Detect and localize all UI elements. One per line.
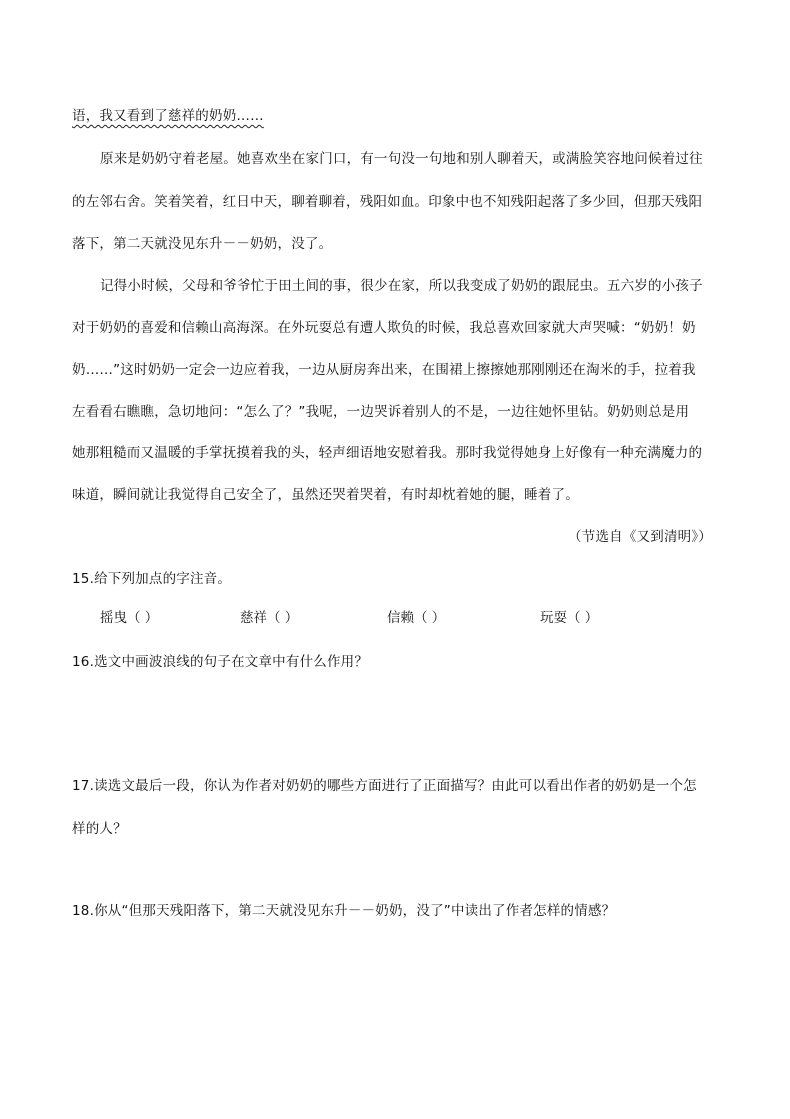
question-16: 16.选文中画波浪线的句子在文章中有什么作用？: [72, 654, 369, 670]
question-17-line-1: 17.读选文最后一段，你认为作者对奶奶的哪些方面进行了正面描写？由此可以看出作者的奶奶是一个怎: [72, 778, 697, 794]
passage-line: 左看看右瞧瞧，急切地问：“怎么了？”我呢，一边哭诉着别人的不是，一边往她怀里钻。奶奶则总是用: [72, 404, 690, 420]
passage-line: 对于奶奶的喜爱和信赖山高海深。在外玩耍总有遭人欺负的时候，我总喜欢回家就大声哭喊：“奶奶！奶: [72, 320, 696, 336]
passage-line: 的左邻右舍。笑着笑着，红日中天，聊着聊着，残阳如血。印象中也不知残阳起落了多少回，但那天残阳: [72, 194, 703, 210]
passage-line: 记得小时候，父母和爷爷忙于田土间的事，很少在家，所以我变成了奶奶的跟屁虫。五六岁的小孩子: [100, 278, 703, 294]
pinyin-item-wanshua[interactable]: 玩耍（ ）: [540, 610, 599, 626]
question-15: 15.给下列加点的字注音。: [72, 571, 232, 587]
question-18: 18.你从“但那天残阳落下，第二天就没见东升－－奶奶，没了”中读出了作者怎样的情感？: [72, 903, 616, 919]
passage-line: 奶……”这时奶奶一定会一边应着我，一边从厨房奔出来，在围裙上擦擦她那刚刚还在淘米的手，拉着我: [72, 362, 696, 378]
question-17-line-2: 样的人？: [72, 821, 127, 837]
pinyin-item-yaoye[interactable]: 摇曳（ ）: [100, 610, 159, 626]
pinyin-item-cixiang[interactable]: 慈祥（ ）: [240, 610, 299, 626]
pinyin-item-xinlai[interactable]: 信赖（ ）: [387, 610, 446, 626]
passage-line: 原来是奶奶守着老屋。她喜欢坐在家门口，有一句没一句地和别人聊着天，或满脸笑容地问候着过往: [100, 151, 703, 167]
passage-line: 味道，瞬间就让我觉得自己安全了，虽然还哭着哭着，有时却枕着她的腿，睡着了。: [72, 487, 579, 503]
passage-line-wavy: 语，我又看到了慈祥的奶奶……: [72, 108, 264, 124]
passage-line: 落下，第二天就没见东升－－奶奶，没了。: [72, 236, 333, 252]
pinyin-answer-row: [100, 606, 660, 626]
passage-source: （节选自《又到清明》）: [568, 529, 712, 545]
passage-line: 她那粗糙而又温暖的手掌抚摸着我的头，轻声细语地安慰着我。那时我觉得她身上好像有一种充满魔力的: [72, 445, 703, 461]
